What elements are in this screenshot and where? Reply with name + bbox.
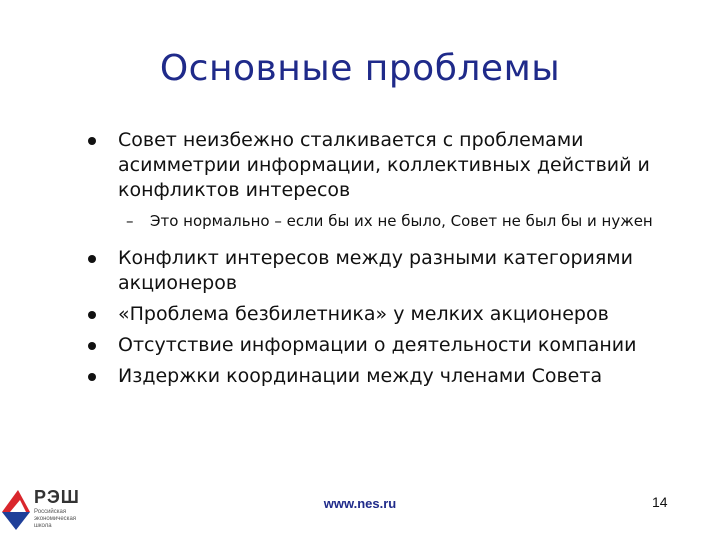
bullet-item	[88, 128, 688, 203]
sub-bullet-text: Это нормально – если бы их не было, Совет не был бы и нужен	[150, 212, 653, 230]
slide-title: Основные проблемы	[159, 48, 561, 89]
bullet-text: Совет неизбежно сталкивается с проблемами асимметрии информации, коллективных действий и конфликтов интересов	[118, 129, 650, 201]
bullet-icon	[88, 311, 96, 319]
bullet-icon	[88, 342, 96, 350]
page-number: 14	[652, 494, 668, 510]
bullet-item	[88, 364, 688, 389]
bullet-text: «Проблема безбилетника» у мелких акционеров	[118, 303, 609, 325]
bullet-icon	[88, 373, 96, 381]
bullet-item	[88, 333, 688, 358]
bullet-text: Отсутствие информации о деятельности компании	[118, 334, 637, 356]
bullet-item	[88, 246, 688, 296]
logo-caption: Российская экономическая школа	[34, 509, 77, 529]
bullet-icon	[88, 255, 96, 263]
dash-icon: –	[126, 212, 134, 230]
bullet-icon	[88, 137, 96, 145]
footer-url: www.nes.ru	[323, 496, 397, 511]
sub-bullet-item	[88, 211, 688, 232]
bullet-text: Издержки координации между членами Совета	[118, 365, 603, 387]
bullet-text: Конфликт интересов между разными категориями акционеров	[118, 247, 633, 294]
bullet-item	[88, 302, 688, 327]
slide-content	[88, 128, 688, 395]
logo-name: РЭШ	[34, 487, 80, 507]
